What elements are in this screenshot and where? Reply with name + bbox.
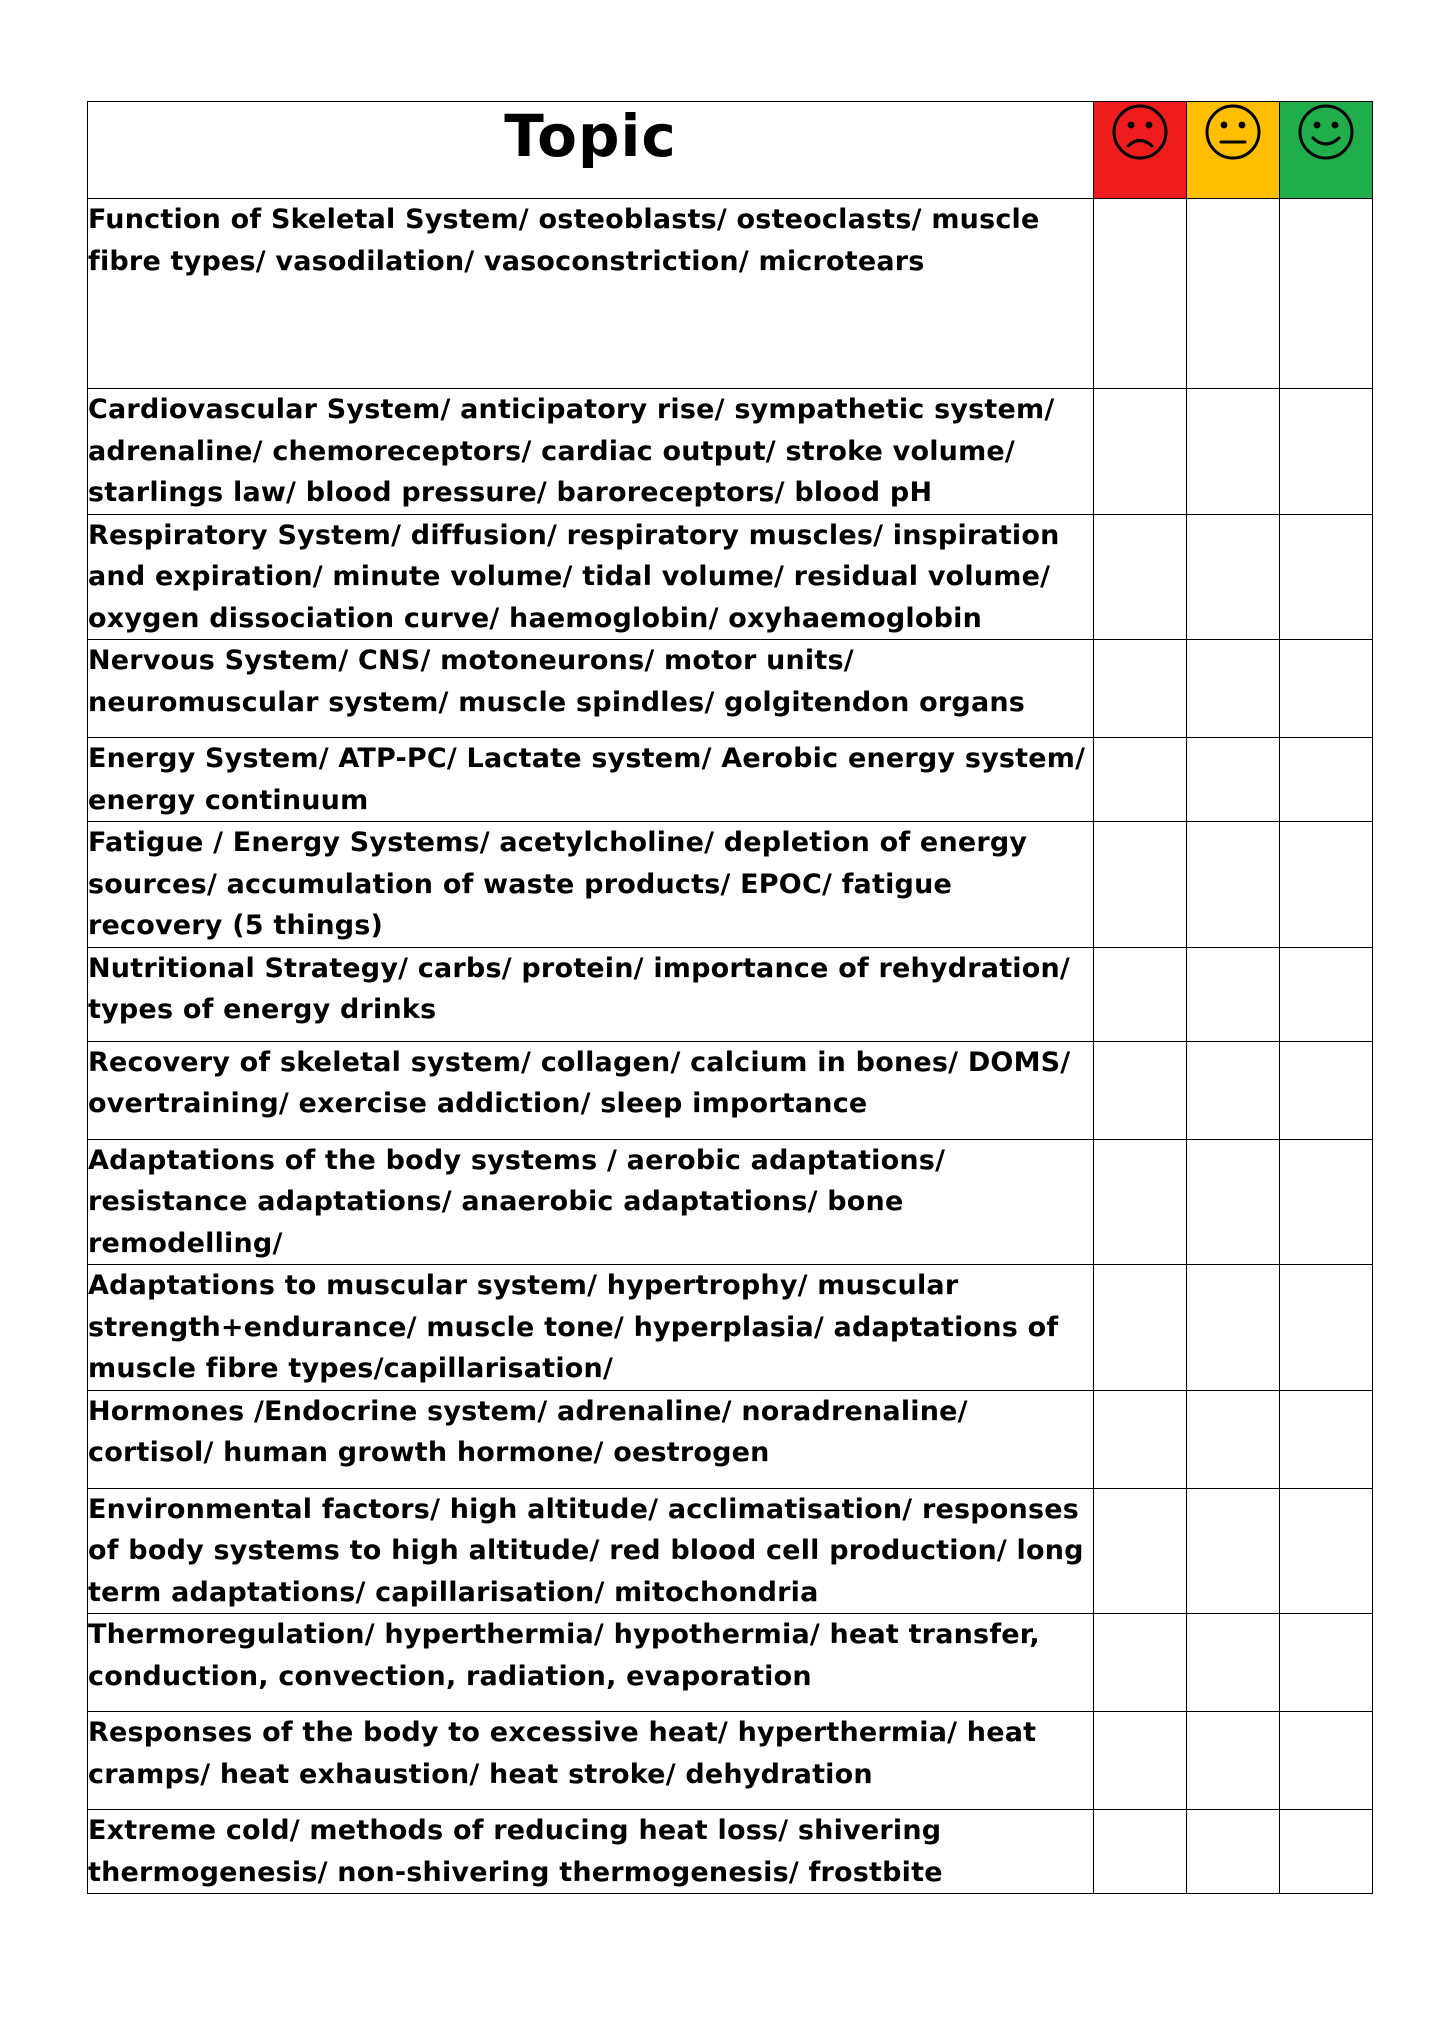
happy-rating-cell[interactable] (1280, 1041, 1373, 1139)
topic-checklist-table (87, 101, 1373, 1894)
table-row (88, 1810, 1373, 1894)
topic-text: Hormones /Endocrine system/ adrenaline/ noradrenaline/ cortisol/ human growth hormone/ oestrogen (88, 1390, 1094, 1488)
happy-rating-cell[interactable] (1280, 514, 1373, 640)
happy-rating-cell[interactable] (1280, 1265, 1373, 1391)
sad-rating-cell[interactable] (1094, 822, 1187, 948)
neutral-rating-cell[interactable] (1187, 640, 1280, 738)
table-row (88, 640, 1373, 738)
sad-rating-cell[interactable] (1094, 1488, 1187, 1614)
happy-rating-cell[interactable] (1280, 1139, 1373, 1265)
sad-column-header (1094, 102, 1187, 199)
happy-rating-cell[interactable] (1280, 822, 1373, 948)
topic-text: Nutritional Strategy/ carbs/ protein/ importance of rehydration/ types of energy drinks (88, 947, 1094, 1041)
table-row (88, 1488, 1373, 1614)
happy-column-header (1280, 102, 1373, 199)
happy-face-icon (1296, 102, 1356, 162)
table-row (88, 199, 1373, 389)
sad-rating-cell[interactable] (1094, 1614, 1187, 1712)
neutral-rating-cell[interactable] (1187, 1265, 1280, 1391)
neutral-rating-cell[interactable] (1187, 1712, 1280, 1810)
header-row (88, 102, 1373, 199)
table-row (88, 738, 1373, 822)
topic-text: Extreme cold/ methods of reducing heat loss/ shivering thermogenesis/ non-shivering thermogenesis/ frostbite (88, 1810, 1094, 1894)
happy-rating-cell[interactable] (1280, 1614, 1373, 1712)
happy-rating-cell[interactable] (1280, 1390, 1373, 1488)
sad-rating-cell[interactable] (1094, 199, 1187, 389)
sad-rating-cell[interactable] (1094, 1265, 1187, 1391)
topic-text: Fatigue / Energy Systems/ acetylcholine/ depletion of energy sources/ accumulation of waste products/ EPOC/ fatigue recovery (5 things) (88, 822, 1094, 948)
table-row (88, 389, 1373, 515)
neutral-rating-cell[interactable] (1187, 1041, 1280, 1139)
topic-text: Adaptations of the body systems / aerobic adaptations/ resistance adaptations/ anaerobic adaptations/ bone remodelling/ (88, 1139, 1094, 1265)
neutral-face-icon (1203, 102, 1263, 162)
sad-rating-cell[interactable] (1094, 1810, 1187, 1894)
sad-rating-cell[interactable] (1094, 1712, 1187, 1810)
neutral-rating-cell[interactable] (1187, 1390, 1280, 1488)
topic-heading: Topic (88, 102, 1094, 199)
table-row (88, 947, 1373, 1041)
sad-rating-cell[interactable] (1094, 640, 1187, 738)
table-row (88, 1614, 1373, 1712)
happy-rating-cell[interactable] (1280, 1810, 1373, 1894)
neutral-rating-cell[interactable] (1187, 1488, 1280, 1614)
topic-text: Adaptations to muscular system/ hypertrophy/ muscular strength+endurance/ muscle tone/ hyperplasia/ adaptations of muscle fibre types/capillarisation/ (88, 1265, 1094, 1391)
topic-text: Respiratory System/ diffusion/ respiratory muscles/ inspiration and expiration/ minute volume/ tidal volume/ residual volume/ oxygen dissociation curve/ haemoglobin/ oxyhaemoglobin (88, 514, 1094, 640)
table-row (88, 1712, 1373, 1810)
topic-text: Environmental factors/ high altitude/ acclimatisation/ responses of body systems to high altitude/ red blood cell production/ long term adaptations/ capillarisation/ mitochondria (88, 1488, 1094, 1614)
topic-text: Energy System/ ATP-PC/ Lactate system/ Aerobic energy system/ energy continuum (88, 738, 1094, 822)
topic-text: Responses of the body to excessive heat/ hyperthermia/ heat cramps/ heat exhaustion/ heat stroke/ dehydration (88, 1712, 1094, 1810)
topic-text: Recovery of skeletal system/ collagen/ calcium in bones/ DOMS/ overtraining/ exercise addiction/ sleep importance (88, 1041, 1094, 1139)
neutral-rating-cell[interactable] (1187, 1139, 1280, 1265)
happy-rating-cell[interactable] (1280, 947, 1373, 1041)
neutral-rating-cell[interactable] (1187, 947, 1280, 1041)
topic-text: Cardiovascular System/ anticipatory rise/ sympathetic system/ adrenaline/ chemoreceptors/ cardiac output/ stroke volume/ starlings law/ blood pressure/ baroreceptors/ blood pH (88, 389, 1094, 515)
topic-text: Thermoregulation/ hyperthermia/ hypothermia/ heat transfer, conduction, convection, radiation, evaporation (88, 1614, 1094, 1712)
sad-rating-cell[interactable] (1094, 1139, 1187, 1265)
sad-rating-cell[interactable] (1094, 389, 1187, 515)
neutral-rating-cell[interactable] (1187, 822, 1280, 948)
topic-text: Function of Skeletal System/ osteoblasts/ osteoclasts/ muscle fibre types/ vasodilation/ vasoconstriction/ microtears (88, 199, 1094, 389)
neutral-column-header (1187, 102, 1280, 199)
neutral-rating-cell[interactable] (1187, 1614, 1280, 1712)
happy-rating-cell[interactable] (1280, 199, 1373, 389)
sad-face-icon (1110, 102, 1170, 162)
neutral-rating-cell[interactable] (1187, 199, 1280, 389)
happy-rating-cell[interactable] (1280, 1712, 1373, 1810)
table-row (88, 1139, 1373, 1265)
happy-rating-cell[interactable] (1280, 640, 1373, 738)
table-row (88, 1390, 1373, 1488)
neutral-rating-cell[interactable] (1187, 1810, 1280, 1894)
sad-rating-cell[interactable] (1094, 1390, 1187, 1488)
table-row (88, 822, 1373, 948)
sad-rating-cell[interactable] (1094, 514, 1187, 640)
sad-rating-cell[interactable] (1094, 947, 1187, 1041)
happy-rating-cell[interactable] (1280, 738, 1373, 822)
sad-rating-cell[interactable] (1094, 1041, 1187, 1139)
neutral-rating-cell[interactable] (1187, 738, 1280, 822)
happy-rating-cell[interactable] (1280, 389, 1373, 515)
neutral-rating-cell[interactable] (1187, 514, 1280, 640)
table-row (88, 514, 1373, 640)
table-row (88, 1041, 1373, 1139)
table-row (88, 1265, 1373, 1391)
topic-rows (88, 199, 1373, 1894)
neutral-rating-cell[interactable] (1187, 389, 1280, 515)
happy-rating-cell[interactable] (1280, 1488, 1373, 1614)
sad-rating-cell[interactable] (1094, 738, 1187, 822)
topic-text: Nervous System/ CNS/ motoneurons/ motor units/ neuromuscular system/ muscle spindles/ golgitendon organs (88, 640, 1094, 738)
